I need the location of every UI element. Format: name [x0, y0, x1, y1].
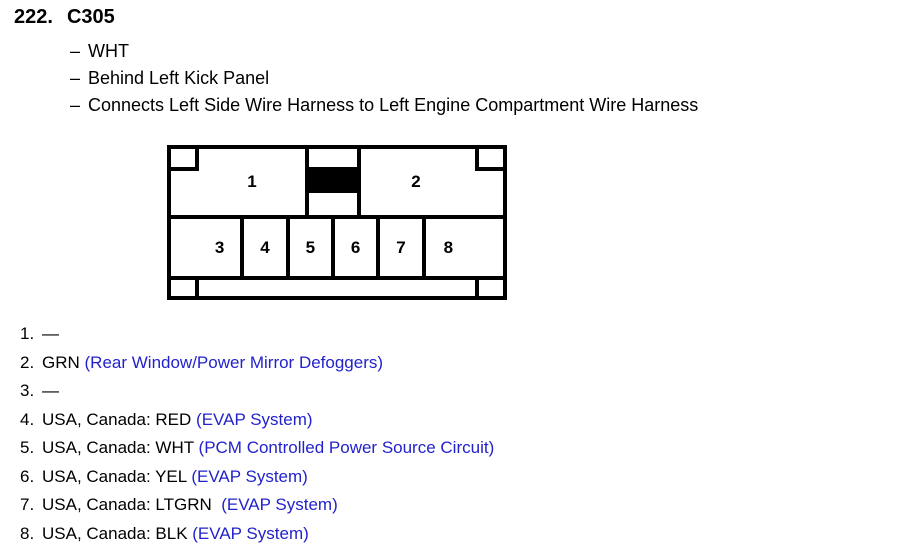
pin-cell-7 — [380, 219, 425, 276]
pin-label: 2 — [411, 172, 421, 191]
key-block-icon — [309, 167, 357, 193]
legend-index: 7. — [20, 495, 35, 514]
legend-value: USA, Canada: RED — [42, 409, 192, 429]
pin-cell-3 — [199, 219, 244, 276]
descriptor-text: Behind Left Kick Panel — [88, 68, 270, 88]
legend-value: USA, Canada: WHT — [42, 438, 194, 457]
list-item — [20, 434, 880, 463]
pin-cell-1 — [199, 149, 309, 215]
legend-note: (EVAP System) — [196, 409, 313, 429]
connector-number: 222. — [14, 6, 53, 28]
pin-cell-8 — [426, 219, 471, 276]
legend-value: — — [42, 324, 59, 343]
pin-cell-4 — [244, 219, 289, 276]
legend-note: (EVAP System) — [192, 523, 309, 543]
legend-index: 4. — [20, 409, 35, 429]
dash-icon: – — [70, 68, 81, 88]
dash-icon: – — [70, 95, 81, 115]
list-item — [20, 463, 880, 492]
legend-index: 6. — [20, 466, 35, 486]
legend-index: 2. — [20, 352, 35, 372]
list-item — [70, 38, 698, 65]
connector-notch-top-left — [171, 149, 199, 171]
list-item — [20, 349, 880, 378]
legend-index: 8. — [20, 523, 35, 543]
descriptor-text: WHT — [88, 41, 129, 61]
connector-diagram — [167, 145, 507, 300]
connector-top-row — [199, 149, 471, 215]
pin-label: 5 — [305, 237, 316, 257]
connector-outline — [167, 145, 507, 300]
legend-note: (Rear Window/Power Mirror Defoggers) — [84, 352, 384, 372]
dash-icon: – — [70, 41, 81, 61]
connector-key-slot — [309, 149, 361, 215]
legend-note: (EVAP System) — [191, 466, 308, 486]
legend-note: (PCM Controlled Power Source Circuit) — [198, 438, 495, 457]
list-item — [20, 491, 880, 520]
pin-label: 8 — [443, 237, 454, 257]
connector-notch-top-right — [475, 149, 503, 171]
list-item — [70, 92, 698, 119]
legend-value: USA, Canada: YEL — [42, 466, 187, 486]
pin-label: 4 — [260, 237, 270, 257]
pin-label: 7 — [396, 237, 406, 257]
key-shaft — [309, 193, 357, 215]
list-item — [20, 377, 880, 406]
list-item — [20, 320, 880, 349]
legend-value: USA, Canada: BLK — [42, 523, 188, 543]
pin-cell-5 — [290, 219, 335, 276]
connector-bottom-row — [199, 219, 471, 276]
legend-index: 3. — [20, 381, 35, 400]
list-item — [20, 406, 880, 435]
descriptor-text: Connects Left Side Wire Harness to Left Engine Compartment Wire Harness — [88, 95, 699, 115]
legend-value: — — [42, 381, 59, 400]
pin-label: 6 — [350, 237, 361, 257]
pin-legend — [20, 320, 880, 548]
pin-label: 1 — [247, 172, 257, 191]
legend-note: (EVAP System) — [221, 495, 338, 514]
legend-index: 5. — [20, 438, 35, 457]
pin-label: 3 — [214, 237, 225, 257]
legend-index: 1. — [20, 324, 35, 343]
connector-bottom-bar — [171, 276, 503, 280]
pin-cell-2 — [361, 149, 471, 215]
list-item — [70, 65, 698, 92]
legend-value: GRN — [42, 352, 80, 372]
legend-value: USA, Canada: LTGRN — [42, 495, 212, 514]
page-title — [14, 6, 115, 29]
list-item — [20, 520, 880, 549]
pin-cell-6 — [335, 219, 380, 276]
connector-name: C305 — [66, 6, 115, 28]
descriptor-list — [70, 38, 698, 119]
